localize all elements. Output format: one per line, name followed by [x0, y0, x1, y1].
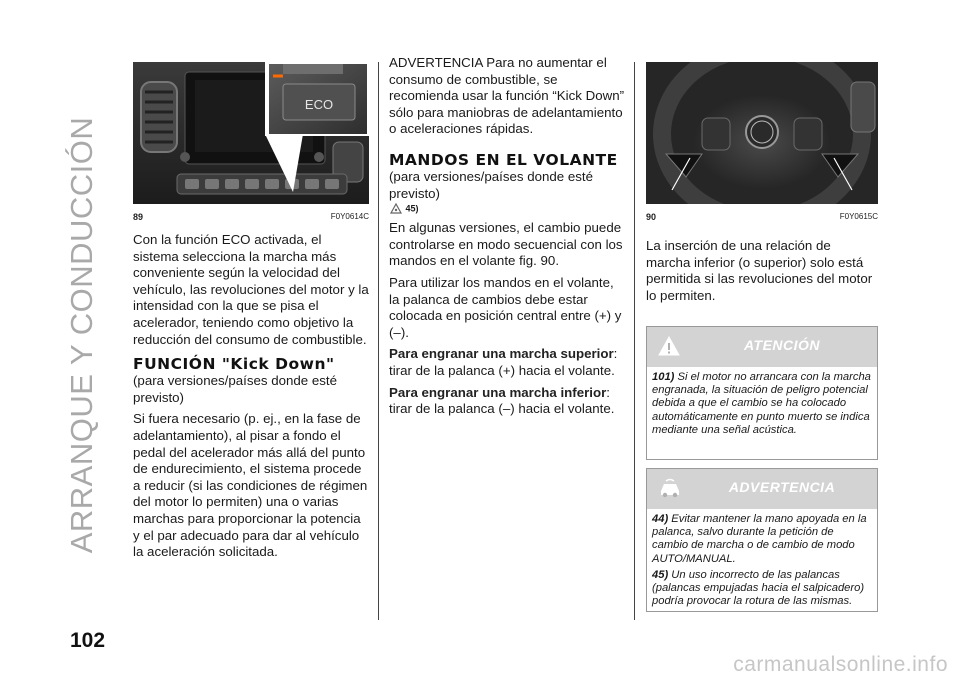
steering-p3	[389, 346, 624, 379]
downshift-text: : tirar de la palanca (–) hacia el volante.	[389, 384, 615, 417]
downshift-term: Para engranar una marcha inferior	[389, 384, 607, 400]
attention-header	[647, 327, 877, 367]
attention-title: ATENCIÓN	[743, 337, 821, 353]
steering-p2: Para utilizar los mandos en el volante, la palanca de cambios debe estar colocada en posición central entre (+) y (–).	[389, 274, 622, 340]
advice-box	[646, 468, 878, 612]
upshift-text: : tirar de la palanca (+) hacia el volante.	[389, 346, 618, 378]
advice-note-number: 45)	[652, 568, 669, 581]
kick-down-warning: ADVERTENCIA Para no aumentar el consumo de combustible, se recomienda usar la función “Kick Down” sólo para maniobras de adelantamiento o aceleraciones rápidas.	[389, 55, 625, 137]
advice-note-text: Evitar mantener la mano apoyada en la palanca, salvo durante la petición de cambio de marcha o de cambio de modo AUTO/MANUAL.	[652, 513, 867, 565]
kick-down-body: Si fuera necesario (p. ej., en la fase de adelantamiento), al pisar a fondo el pedal del acelerador más allá del punto de endurecimiento, el sistema procede a reducir (si las condiciones de régimen del motor lo permiten) una o varias marchas para proporcionar la potencia y el par adecuado para dar al vehículo la aceleración solicitada.	[133, 411, 368, 560]
steering-controls-heading: MANDOS EN EL VOLANTE	[389, 150, 618, 169]
kick-down-heading: FUNCIÓN "Kick Down"	[133, 355, 335, 374]
kick-down-versions: (para versiones/países donde esté previsto)	[133, 373, 338, 405]
advice-note-text: Un uso incorrecto de las palancas (palancas empujadas hacia el salpicadero) podría provocar la rotura de las mismas.	[652, 568, 865, 608]
figure-90-photo	[646, 62, 878, 204]
steering-p1: En algunas versiones, el cambio puede controlarse en modo secuencial con los mandos en el volante fig. 90.	[389, 220, 623, 269]
figure-89-code: F0Y0614C	[330, 212, 369, 221]
eco-intro-text: Con la función ECO activada, el sistema selecciona la marcha más conveniente según la velocidad del vehículo, las revoluciones del motor y la intensidad con la que se pisa el acelerador, teniendo como objetivo la reducción del consumo de combustible.	[133, 232, 369, 347]
watermark-url: carmanualsonline.info	[733, 653, 948, 676]
steering-versions: (para versiones/países donde esté previsto)	[389, 168, 594, 201]
column-divider	[378, 62, 379, 620]
advice-title: ADVERTENCIA	[728, 479, 836, 495]
advice-note	[652, 569, 871, 609]
figure-90-number: 90	[646, 212, 657, 222]
attention-note-number: 101)	[652, 371, 675, 383]
eco-badge: ECO	[304, 97, 334, 112]
attention-note	[652, 371, 871, 437]
advice-note-number: 44)	[652, 513, 669, 525]
figure-89-photo	[133, 62, 369, 204]
chapter-title: ARRANQUE Y CONDUCCIÓN	[64, 116, 99, 554]
hand-warning-icon	[389, 202, 403, 216]
advice-header	[647, 469, 877, 509]
upshift-term: Para engranar una marcha superior	[389, 346, 614, 362]
steering-p4	[389, 385, 624, 418]
attention-box	[646, 326, 878, 460]
figure-90-code: F0Y0615C	[839, 212, 878, 221]
figure-89-number: 89	[133, 212, 144, 222]
page-number: 102	[70, 629, 106, 652]
note-reference: 45)	[405, 203, 419, 214]
column-divider	[634, 62, 635, 620]
steering-wheel-illustration	[646, 62, 878, 204]
dashboard-eco-illustration	[133, 62, 369, 204]
gear-shift-intro: La inserción de una relación de marcha inferior (o superior) solo está permitida si las revoluciones del motor lo permiten.	[646, 238, 873, 303]
attention-note-text: Si el motor no arrancara con la marcha engranada, la situación de peligro potencial debida a que el cambio se ha colocado automáticamente en punto muerto se indica mediante una señal acústica.	[652, 371, 871, 436]
advice-note	[652, 513, 871, 566]
